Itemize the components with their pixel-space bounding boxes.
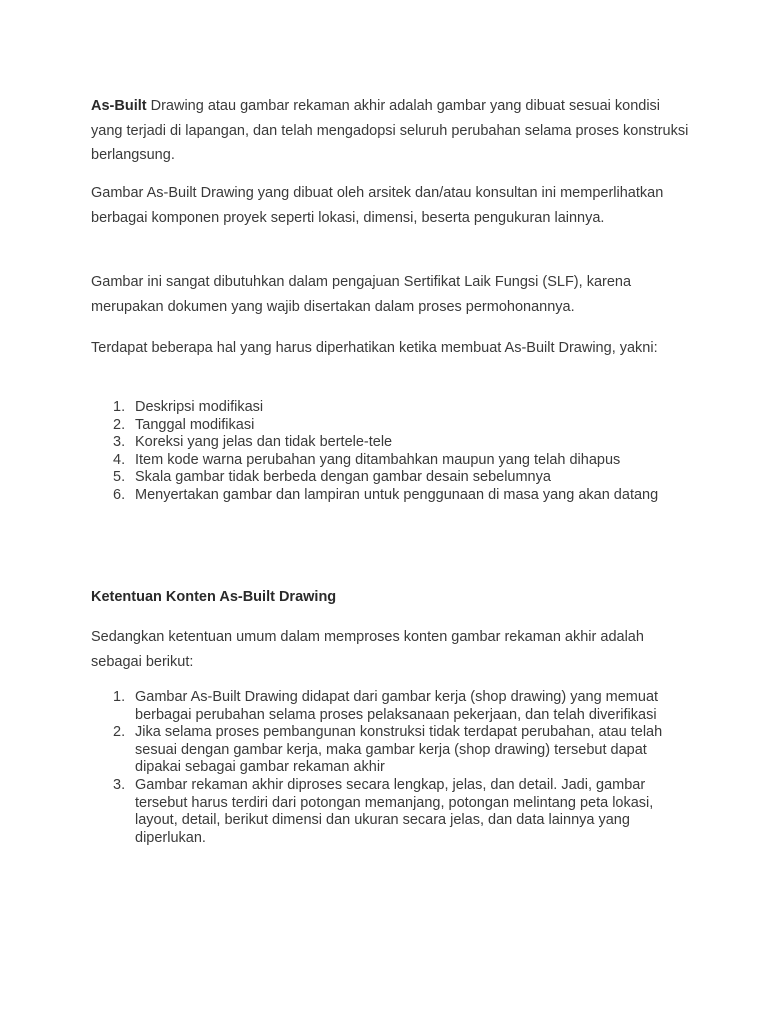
list-item — [91, 689, 691, 724]
list-item-number: 1. — [113, 399, 126, 415]
list-item-number: 6. — [113, 486, 126, 503]
list-item — [91, 452, 691, 470]
list-item — [91, 777, 691, 847]
intro-paragraph-3: Gambar ini sangat dibutuhkan dalam pengajuan Sertifikat Laik Fungsi (SLF), karena merupakan dokumen yang wajib disertakan dalam proses permohonannya. — [91, 274, 632, 315]
list-item-number: 5. — [113, 469, 126, 486]
requirements-list — [91, 399, 691, 505]
list-item — [91, 399, 691, 417]
list-item — [91, 417, 691, 435]
section-paragraph: Sedangkan ketentuan umum dalam memproses konten gambar rekaman akhir adalah sebagai berikut: — [91, 629, 644, 670]
list-item-number: 3. — [113, 434, 126, 451]
list-item-text: Gambar As-Built Drawing didapat dari gambar kerja (shop drawing) yang memuat berbagai perubahan selama proses pelaksanaan pekerjaan, dan telah diverifikasi — [135, 689, 659, 723]
intro-paragraph-2: Gambar As-Built Drawing yang dibuat oleh arsitek dan/atau konsultan ini memperlihatkan berbagai komponen proyek seperti lokasi, dimensi, beserta pengukuran lainnya. — [91, 185, 664, 226]
intro-paragraph-1-text: Drawing atau gambar rekaman akhir adalah gambar yang dibuat sesuai kondisi yang terjadi di lapangan, dan telah mengadopsi seluruh perubahan selama proses konstruksi berlangsung. — [91, 98, 689, 163]
intro-paragraph-1 — [91, 94, 691, 168]
list-item-number: 1. — [113, 689, 126, 705]
section-heading: Ketentuan Konten As-Built Drawing — [91, 589, 337, 605]
list-item-text: Gambar rekaman akhir diproses secara lengkap, jelas, dan detail. Jadi, gambar tersebut harus terdiri dari potongan memanjang, potongan melintang peta lokasi, layout, detail, berikut dimensi dan ukuran secara jelas, dan data lainnya yang diperlukan. — [135, 776, 654, 846]
intro-paragraph-4: Terdapat beberapa hal yang harus diperhatikan ketika membuat As-Built Drawing, yakni: — [91, 340, 658, 356]
list-item-number: 4. — [113, 451, 126, 468]
list-item-text: Jika selama proses pembangunan konstruksi tidak terdapat perubahan, atau telah sesuai dengan gambar kerja, maka gambar kerja (shop drawing) tersebut dapat dipakai sebagai gambar rekaman akhir — [135, 724, 663, 776]
list-item — [91, 434, 691, 452]
list-item — [91, 724, 691, 777]
list-item-number: 3. — [113, 776, 126, 793]
list-item-text: Deskripsi modifikasi — [135, 399, 264, 415]
content-rules-list — [91, 689, 691, 847]
list-item-number: 2. — [113, 416, 126, 433]
list-item-text: Item kode warna perubahan yang ditambahkan maupun yang telah dihapus — [135, 451, 621, 468]
list-item-number: 2. — [113, 724, 126, 741]
list-item-text: Koreksi yang jelas dan tidak bertele-tele — [135, 434, 393, 451]
list-item-text: Menyertakan gambar dan lampiran untuk penggunaan di masa yang akan datang — [135, 486, 659, 503]
list-item — [91, 487, 691, 505]
as-built-term: As-Built — [91, 98, 147, 114]
list-item-text: Skala gambar tidak berbeda dengan gambar desain sebelumnya — [135, 469, 551, 486]
list-item-text: Tanggal modifikasi — [135, 416, 255, 433]
list-item — [91, 469, 691, 487]
